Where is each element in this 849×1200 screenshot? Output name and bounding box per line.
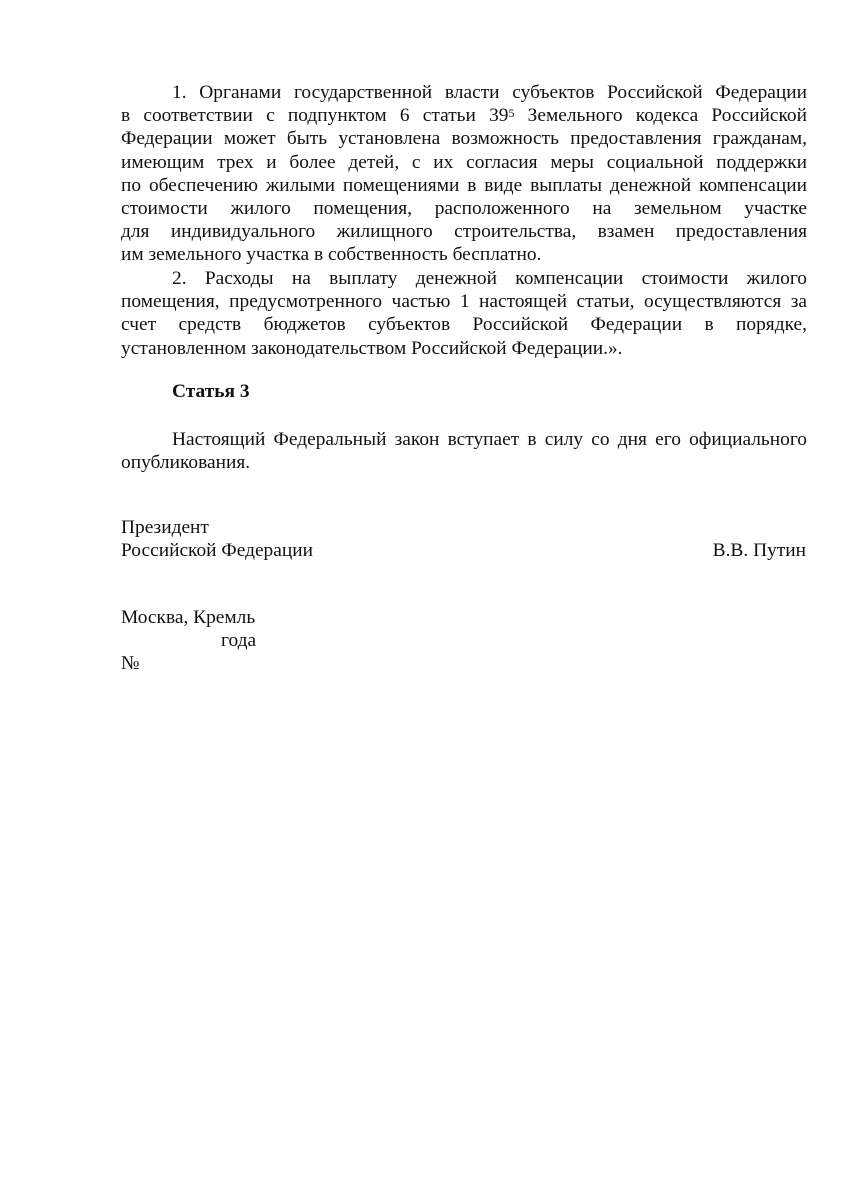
paragraph-1-line-2-tail: Земельного кодекса Российской (514, 105, 807, 127)
paragraph-1-line-7: для индивидуального жилищного строительства, взамен предоставления (121, 221, 807, 243)
paragraph-2-line-4: установленном законодательством Российской Федерации.». (121, 337, 623, 359)
paragraph-2 (121, 267, 807, 360)
signature-name: В.В. Путин (712, 540, 806, 561)
paragraph-1-line-1: 1. Органами государственной власти субъектов Российской Федерации (172, 82, 807, 103)
paragraph-1-line-6: стоимости жилого помещения, расположенного на земельном участке (121, 198, 807, 220)
paragraph-1-line-4: имеющим трех и более детей, с их согласия меры социальной поддержки (121, 151, 807, 173)
paragraph-1-line-2 (121, 104, 807, 127)
paragraph-2-line-2: помещения, предусмотренного частью 1 настоящей статьи, осуществляются за (121, 291, 807, 313)
signature-title-line-1: Президент (121, 517, 209, 538)
document-number-sign: № (121, 653, 140, 674)
article-3-line-1: Настоящий Федеральный закон вступает в силу со дня его официального (172, 429, 807, 450)
signing-date-year: года (221, 630, 257, 651)
article-3-line-2: опубликования. (121, 452, 251, 474)
paragraph-1-line-5: по обеспечению жилыми помещениями в виде выплаты денежной компенсации (121, 174, 807, 196)
article-3-heading: Статья 3 (172, 381, 250, 402)
article-3-text (121, 428, 807, 474)
article-superscript: 5 (508, 106, 515, 121)
paragraph-2-line-1: 2. Расходы на выплату денежной компенсации стоимости жилого (172, 268, 807, 289)
signing-place: Москва, Кремль (121, 607, 256, 628)
paragraph-1-line-2-text: в соответствии с подпунктом 6 статьи 39 (121, 105, 509, 127)
signature-title-line-2: Российской Федерации (121, 540, 313, 562)
signature-title (121, 516, 313, 562)
paragraph-1-line-8: им земельного участка в собственность бесплатно. (121, 244, 542, 266)
paragraph-1-line-3: Федерации может быть установлена возможность предоставления гражданам, (121, 128, 807, 150)
paragraph-2-line-3: счет средств бюджетов субъектов Российской Федерации в порядке, (121, 314, 807, 336)
paragraph-1 (121, 81, 807, 267)
